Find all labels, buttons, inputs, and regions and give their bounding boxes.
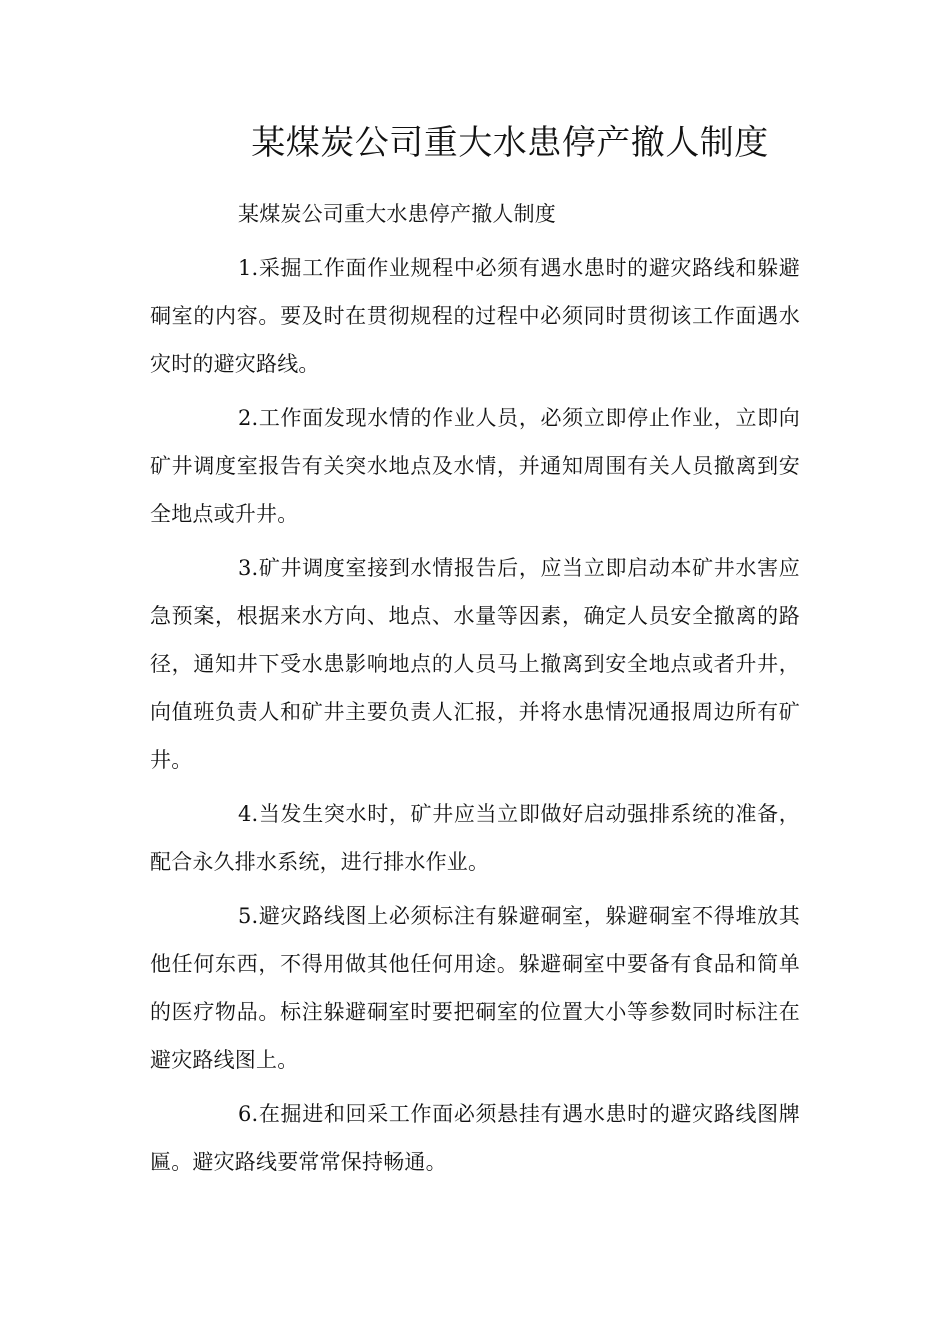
paragraph-2: 2.工作面发现水情的作业人员，必须立即停止作业，立即向矿井调度室报告有关突水地点及水情，并通知周围有关人员撤离到安全地点或升井。 xyxy=(150,406,800,526)
paragraph-3: 3.矿井调度室接到水情报告后，应当立即启动本矿井水害应急预案，根据来水方向、地点、水量等因素，确定人员安全撤离的路径，通知井下受水患影响地点的人员马上撤离到安全地点或者升井，向值班负责人和矿井主要负责人汇报，并将水患情况通报周边所有矿井。 xyxy=(150,556,800,772)
paragraph-1: 1.采掘工作面作业规程中必须有遇水患时的避灾路线和躲避硐室的内容。要及时在贯彻规程的过程中必须同时贯彻该工作面遇水灾时的避灾路线。 xyxy=(150,256,800,376)
paragraph-6: 6.在掘进和回采工作面必须悬挂有遇水患时的避灾路线图牌匾。避灾路线要常常保持畅通。 xyxy=(150,1102,800,1174)
document-title: 某煤炭公司重大水患停产撤人制度 xyxy=(251,123,769,163)
paragraph-5: 5.避灾路线图上必须标注有躲避硐室，躲避硐室不得堆放其他任何东西，不得用做其他任何用途。躲避硐室中要备有食品和简单的医疗物品。标注躲避硐室时要把硐室的位置大小等参数同时标注在避灾路线图上。 xyxy=(150,904,800,1072)
document-body xyxy=(150,190,800,1192)
document-subtitle: 某煤炭公司重大水患停产撤人制度 xyxy=(238,202,556,226)
paragraph-4: 4.当发生突水时，矿井应当立即做好启动强排系统的准备，配合永久排水系统，进行排水作业。 xyxy=(150,802,800,874)
